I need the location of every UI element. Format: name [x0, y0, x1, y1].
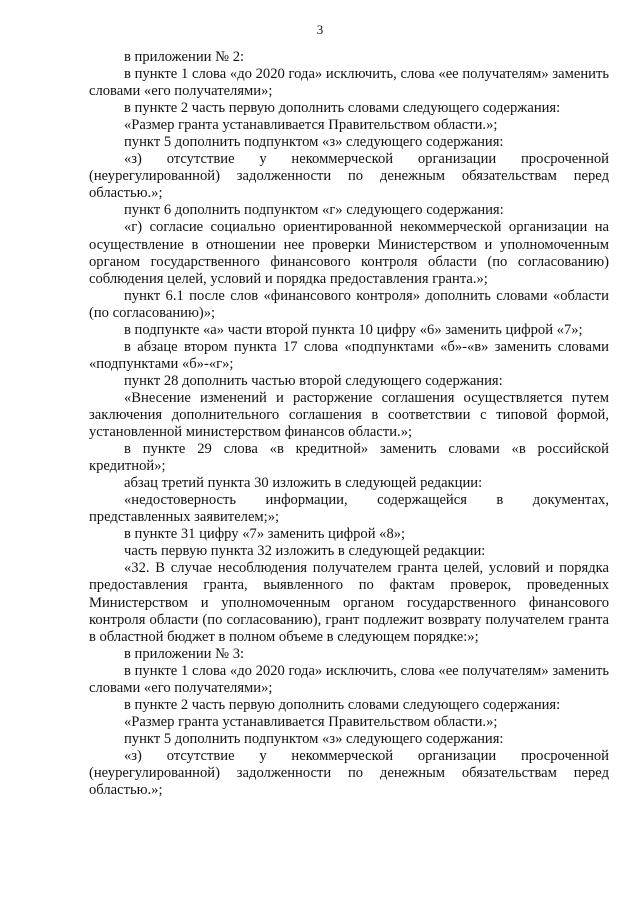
paragraph: «Внесение изменений и расторжение соглашения осуществляется путем заключения дополнительного соглашения в соответствии с типовой формой, установленной министерством финансов области.»; — [89, 389, 609, 441]
paragraph: абзац третий пункта 30 изложить в следующей редакции: — [124, 475, 483, 492]
paragraph: пункт 5 дополнить подпунктом «з» следующего содержания: — [124, 134, 504, 151]
paragraph: «з) отсутствие у некоммерческой организации просроченной (неурегулированной) задолженности по денежным обязательствам перед областью.»; — [89, 151, 609, 202]
paragraph: в пункте 29 слова «в кредитной» заменить словами «в российской кредитной»; — [89, 441, 609, 475]
paragraph: пункт 6.1 после слов «финансового контроля» дополнить словами «области (по согласованию)»; — [89, 287, 609, 321]
paragraph: пункт 6 дополнить подпунктом «г» следующего содержания: — [124, 202, 504, 219]
paragraph: «Размер гранта устанавливается Правительством области.»; — [124, 713, 498, 730]
paragraph: «недостоверность информации, содержащейся в документах, представленных заявителем;»; — [89, 492, 609, 526]
paragraph: «з) отсутствие у некоммерческой организации просроченной (неурегулированной) задолженности по денежным обязательствам перед областью.»; — [89, 747, 609, 799]
paragraph: в пункте 1 слова «до 2020 года» исключить, слова «ее получателям» заменить словами «его получателями»; — [89, 662, 609, 696]
document-body — [89, 49, 609, 799]
paragraph: «г) согласие социально ориентированной некоммерческой организации на осуществление в отношении нее проверки Министерством и уполномоченным органом государственного финансового контроля области (по согласованию) соблюдения целей, условий и порядка предоставления гранта.»; — [89, 219, 609, 287]
paragraph: в пункте 2 часть первую дополнить словами следующего содержания: — [124, 696, 561, 713]
paragraph: «32. В случае несоблюдения получателем гранта целей, условий и порядка предоставления гранта, выявленного по фактам проверок, проведенных Министерством и уполномоченным органом государственного финансового контроля области (по согласованию), грант подлежит возврату получателем гранта в областной бюджет в полном объеме в следующем порядке:»; — [89, 560, 609, 645]
paragraph: в пункте 1 слова «до 2020 года» исключить, слова «ее получателям» заменить словами «его получателями»; — [89, 66, 609, 100]
paragraph: пункт 5 дополнить подпунктом «з» следующего содержания: — [124, 730, 504, 747]
paragraph: в приложении № 2: — [124, 49, 245, 65]
paragraph: в абзаце втором пункта 17 слова «подпунктами «б»-«в» заменить словами «подпунктами «б»-«г»; — [89, 338, 609, 372]
paragraph: «Размер гранта устанавливается Правительством области.»; — [124, 117, 498, 134]
paragraph: в подпункте «а» части второй пункта 10 цифру «6» заменить цифрой «7»; — [124, 321, 583, 338]
paragraph: пункт 28 дополнить частью второй следующего содержания: — [124, 372, 503, 389]
paragraph: в пункте 2 часть первую дополнить словами следующего содержания: — [124, 100, 561, 117]
paragraph: в приложении № 3: — [124, 645, 245, 662]
paragraph: в пункте 31 цифру «7» заменить цифрой «8»; — [124, 526, 406, 543]
page-number: 3 — [316, 22, 324, 37]
paragraph: часть первую пункта 32 изложить в следующей редакции: — [124, 543, 486, 560]
